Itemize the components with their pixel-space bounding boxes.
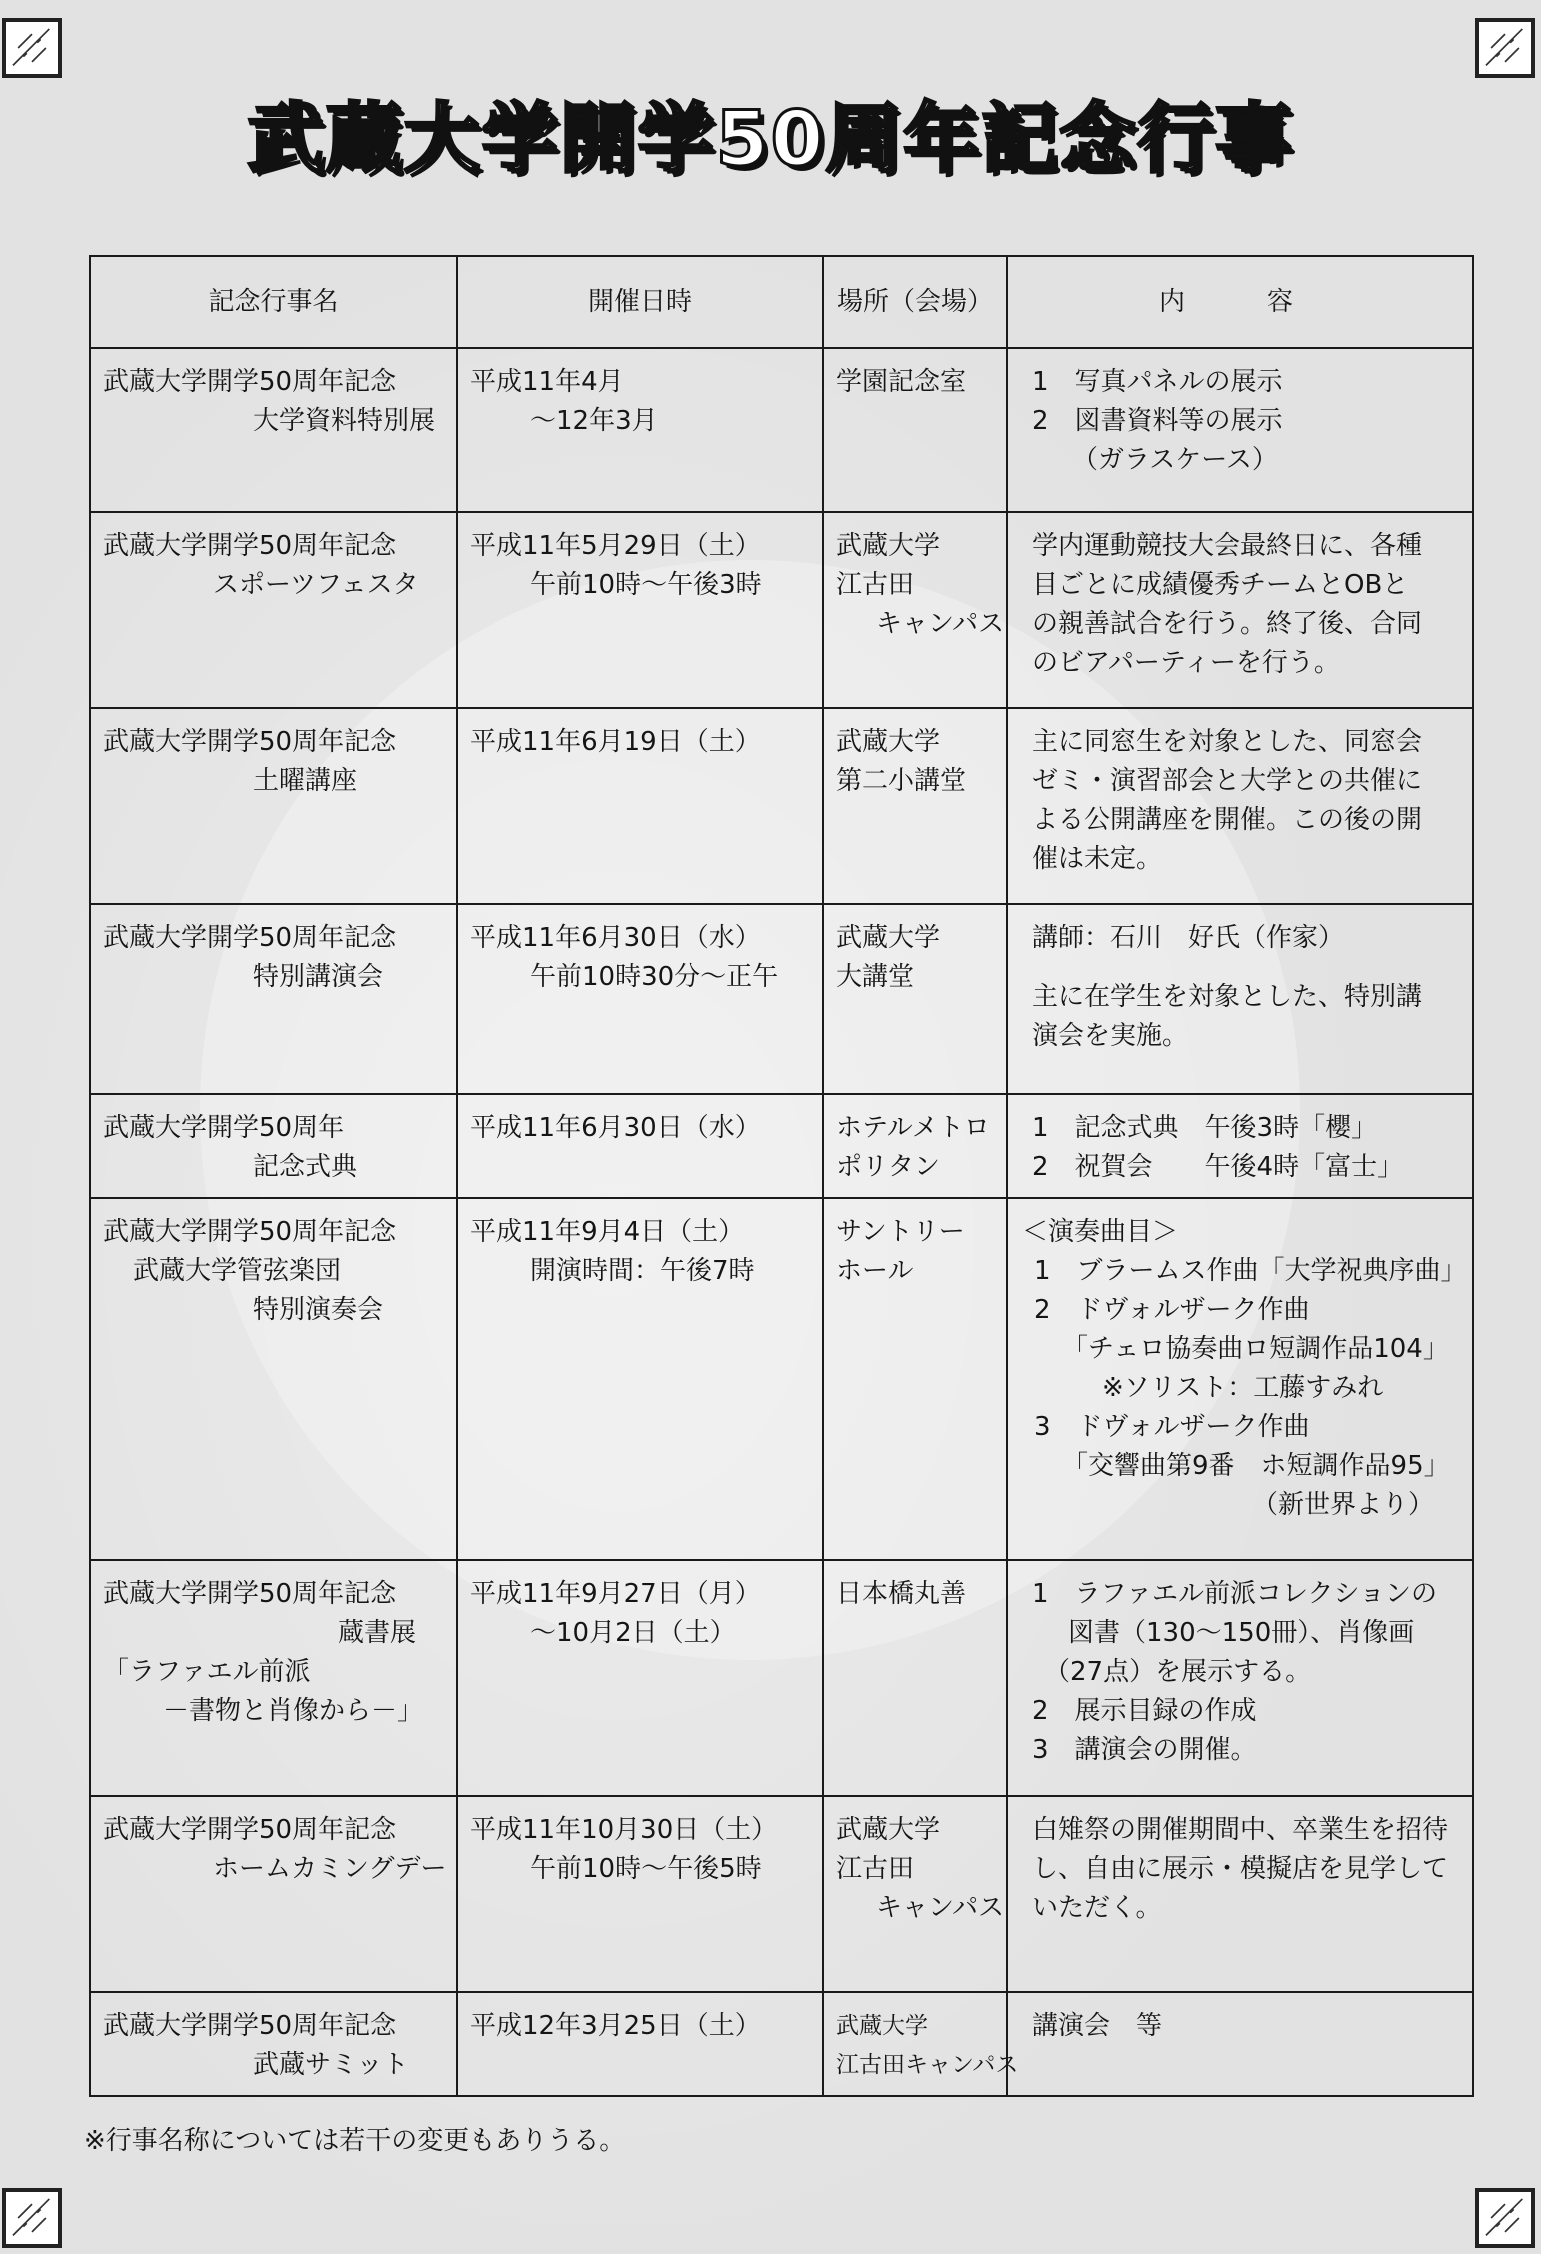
table-row [90,1796,1473,1992]
place-line: ホール [836,1256,914,1286]
place-cell [823,1198,1007,1560]
content-line: （ガラスケース） [1072,445,1278,475]
datetime-line: 平成11年9月4日（土） [470,1217,745,1247]
content-line: 2 図書資料等の展示 [1032,406,1283,436]
content-line: ＜演奏曲目＞ [1022,1217,1179,1247]
event-name-line: 「ラファエル前派 [103,1657,311,1687]
place-line: 武蔵大学 [836,2013,928,2039]
event-name-line: 記念式典 [253,1152,358,1182]
table-row [90,1198,1473,1560]
event-name-cell [90,512,457,708]
place-line: 日本橋丸善 [836,1579,967,1609]
event-name-line: 武蔵大学開学50周年記念 [103,367,397,397]
place-line: 武蔵大学 [836,727,941,757]
datetime-cell [457,1560,823,1796]
event-name-cell [90,708,457,904]
corner-mark-icon [2,2188,62,2248]
table-header-row [90,256,1473,348]
event-name-cell [90,1198,457,1560]
datetime-line: 平成11年4月 [470,367,624,397]
event-name-line: 武蔵大学開学50周年記念 [103,2011,397,2041]
datetime-cell [457,1198,823,1560]
place-cell [823,1796,1007,1992]
content-line: し、自由に展示・模擬店を見学して [1032,1854,1449,1884]
datetime-cell [457,512,823,708]
content-line: 学内運動競技大会最終日に、各種 [1032,531,1423,561]
event-name-line: 特別演奏会 [253,1295,384,1325]
content-line: 講演会 等 [1032,2011,1163,2041]
content-line: 主に在学生を対象とした、特別講 [1032,982,1423,1012]
event-name-line: 武蔵大学開学50周年記念 [103,1217,397,1247]
content-line: 演会を実施。 [1032,1021,1189,1051]
content-cell [1007,1796,1473,1992]
datetime-cell [457,1796,823,1992]
footnote: ※行事名称については若干の変更もありうる。 [84,2126,626,2156]
datetime-line: 開演時間：午後7時 [530,1256,755,1286]
place-cell [823,1560,1007,1796]
content-cell [1007,1198,1473,1560]
place-line: キャンパス [876,1893,1005,1923]
event-name-line: 武蔵大学開学50周年記念 [103,923,397,953]
place-cell [823,348,1007,512]
datetime-line: 平成12年3月25日（土） [470,2011,761,2041]
corner-mark-icon [1475,18,1535,78]
place-line: 江古田 [836,1854,915,1884]
content-line: 1 ブラームス作曲「大学祝典序曲」 [1034,1256,1467,1286]
header-place: 場所（会場） [823,256,1007,348]
event-name-line: 武蔵大学開学50周年記念 [103,1815,397,1845]
header-content [1007,256,1473,348]
corner-mark-icon [1475,2188,1535,2248]
content-line: 3 ドヴォルザーク作曲 [1034,1412,1310,1442]
content-line: （新世界より） [1252,1490,1435,1520]
event-name-cell [90,1094,457,1198]
content-line: 2 ドヴォルザーク作曲 [1034,1295,1310,1325]
place-line: 江古田キャンパス [836,2052,1019,2078]
place-line: 武蔵大学 [836,531,941,561]
content-line: いただく。 [1032,1893,1162,1923]
content-line: 催は未定。 [1032,844,1163,874]
event-name-line: 武蔵大学開学50周年記念 [103,531,397,561]
content-line: 2 祝賀会 午後4時「富士」 [1032,1152,1404,1182]
corner-mark-icon [2,18,62,78]
table-row [90,1992,1473,2096]
content-line: 主に同窓生を対象とした、同窓会 [1032,727,1423,757]
table-row [90,512,1473,708]
event-name-line: 武蔵サミット [253,2050,409,2080]
content-line: 「交響曲第9番 ホ短調作品95」 [1062,1451,1450,1481]
table-row [90,708,1473,904]
table-row [90,904,1473,1094]
event-name-line: ホームカミングデー [213,1854,447,1884]
header-content-label: 内 容 [1158,286,1321,317]
datetime-line: ～10月2日（土） [530,1618,736,1648]
table-row [90,348,1473,512]
place-line: 大講堂 [836,962,915,992]
header-datetime: 開催日時 [457,256,823,348]
event-name-cell [90,1992,457,2096]
content-line: 3 講演会の開催。 [1032,1735,1257,1765]
place-line: ポリタン [836,1152,941,1182]
datetime-line: 平成11年9月27日（月） [470,1579,761,1609]
datetime-cell [457,904,823,1094]
place-line: 武蔵大学 [836,923,941,953]
place-cell [823,708,1007,904]
event-name-line: 武蔵大学管弦楽団 [133,1256,342,1286]
content-line: のビアパーティーを行う。 [1032,648,1340,678]
header-event-name: 記念行事名 [90,256,457,348]
event-name-line: 武蔵大学開学50周年記念 [103,727,397,757]
content-cell [1007,708,1473,904]
datetime-line: 平成11年10月30日（土） [470,1815,778,1845]
content-line: 講師：石川 好氏（作家） [1032,923,1345,953]
content-line: 「チェロ協奏曲ロ短調作品104」 [1062,1334,1449,1364]
event-name-line: 武蔵大学開学50周年記念 [103,1579,397,1609]
content-cell [1007,348,1473,512]
content-cell [1007,1094,1473,1198]
place-cell [823,904,1007,1094]
content-line: ※ソリスト：工藤すみれ [1102,1373,1384,1403]
event-name-line: 蔵書展 [338,1618,417,1648]
content-line: 1 写真パネルの展示 [1032,367,1283,397]
datetime-cell [457,1992,823,2096]
datetime-line: 平成11年5月29日（土） [470,531,761,561]
content-line: 目ごとに成績優秀チームとOBと [1032,570,1409,600]
datetime-line: 平成11年6月19日（土） [470,727,761,757]
event-name-line: 大学資料特別展 [253,406,436,436]
content-line: の親善試合を行う。終了後、合同 [1032,609,1423,639]
content-line: 図書（130～150冊）、肖像画 [1068,1618,1415,1648]
datetime-line: 午前10時～午後5時 [530,1854,762,1884]
content-line: ゼミ・演習部会と大学との共催に [1032,766,1423,796]
content-cell [1007,1992,1473,2096]
content-line: 1 記念式典 午後3時「櫻」 [1032,1113,1378,1143]
place-cell [823,512,1007,708]
table-row [90,1560,1473,1796]
content-line: 1 ラファエル前派コレクションの [1032,1579,1437,1609]
event-name-line: スポーツフェスタ [213,570,419,600]
event-name-line: 土曜講座 [253,766,358,796]
datetime-line: 平成11年6月30日（水） [470,923,761,953]
place-cell [823,1094,1007,1198]
content-spacer [1032,958,1460,978]
datetime-line: 平成11年6月30日（水） [470,1113,761,1143]
events-table [89,255,1474,2097]
event-name-line: 武蔵大学開学50周年 [103,1113,345,1143]
place-line: 武蔵大学 [836,1815,941,1845]
event-name-line: 特別講演会 [253,962,384,992]
datetime-cell [457,708,823,904]
place-line: サントリー [836,1217,965,1247]
content-cell [1007,512,1473,708]
event-name-cell [90,1796,457,1992]
datetime-line: ～12年3月 [530,406,658,436]
event-name-line: －書物と肖像から－」 [163,1696,424,1726]
event-name-cell [90,1560,457,1796]
datetime-line: 午前10時～午後3時 [530,570,762,600]
event-name-cell [90,904,457,1094]
table-row [90,1094,1473,1198]
content-line: よる公開講座を開催。この後の開 [1032,805,1423,835]
place-line: キャンパス [876,609,1005,639]
datetime-line: 午前10時30分～正午 [530,962,779,992]
content-line: 2 展示目録の作成 [1032,1696,1257,1726]
content-line: 白雉祭の開催期間中、卒業生を招待 [1032,1815,1449,1845]
datetime-cell [457,1094,823,1198]
content-cell [1007,904,1473,1094]
place-line: 学園記念室 [836,367,967,397]
datetime-cell [457,348,823,512]
place-cell [823,1992,1019,2096]
place-line: 第二小講堂 [836,766,967,796]
place-line: 江古田 [836,570,915,600]
content-cell [1007,1560,1473,1796]
page-title: 武蔵大学開学50周年記念行事 [247,94,1294,183]
content-line: （27点）を展示する。 [1044,1657,1312,1687]
place-line: ホテルメトロ [836,1113,990,1143]
event-name-cell [90,348,457,512]
